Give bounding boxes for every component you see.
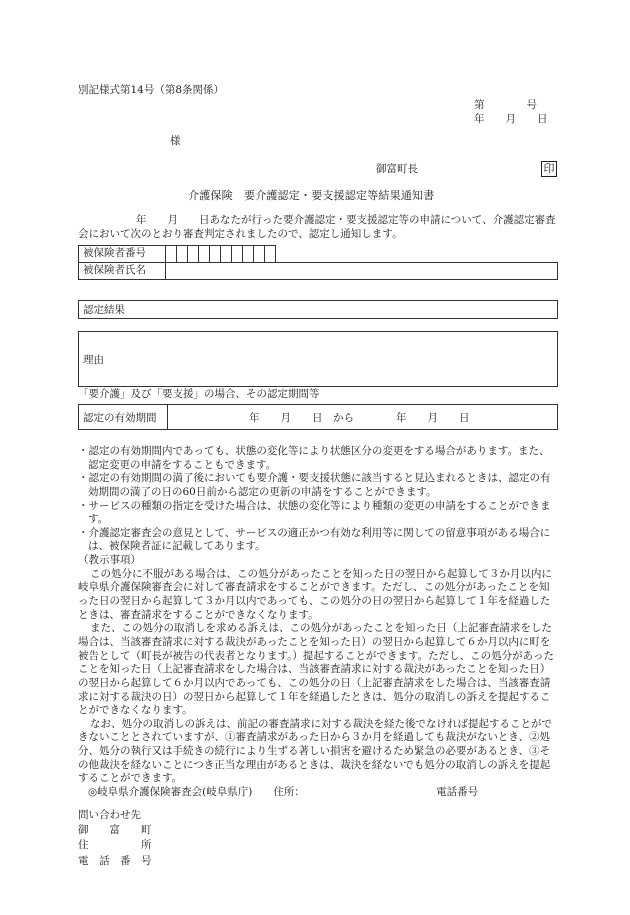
period-label: 認定の有効期間 [83, 412, 157, 424]
digit-box [265, 246, 276, 263]
note-item: ・ 認定の有効期間内であっても、状態の変化等により状態区分の変更をする場合があります。また、認定変更の申請をすることもできます。 [78, 445, 560, 472]
digit-box [243, 246, 254, 263]
digit-box [221, 246, 232, 263]
intro-text: あなたが行った要介護認定・要支援認定等の申請について、介護認定審査会において次のとおり審査判定されましたので、認定し通知します。 [78, 214, 556, 241]
seal-stamp: 印 [541, 161, 557, 177]
notes-list [78, 445, 560, 554]
note-item: ・ 認定の有効期間の満了後においても要介護・要支援状態に該当すると見込まれるときは、認定の有効期間の満了の日の60日前から認定の更新の申請をすることができます。 [78, 472, 560, 499]
digit-box [254, 246, 265, 263]
insured-number-label: 被保険者番号 [79, 246, 166, 263]
period-caption: 「要介護」及び「要支援」の場合、その認定期間等 [78, 388, 320, 400]
digit-box [166, 246, 177, 263]
review-board-contact: ◎岐阜県介護保険審査会(岐阜県庁) 住所： 電話番号 [88, 786, 479, 799]
reason-label: 理由 [83, 354, 104, 366]
result-label: 認定結果 [83, 304, 125, 316]
inquiry-block [78, 808, 152, 869]
digit-box [210, 246, 221, 263]
instruction-paragraph: この処分に不服がある場合は、この処分があったことを知った日の翌日から起算して３か月以内に岐阜県介護保険審査会に対して審査請求をすることができます。ただし、この処分があったことを知った日の翌日から起算して３か月以内であっても、この処分の日の翌日から起算して１年を経過したときは、審査請求をすることができなくなります。 [78, 567, 552, 621]
digit-box [232, 246, 243, 263]
insured-name-label: 被保険者氏名 [79, 263, 166, 280]
period-value: 年 月 日 から 年 月 日 [249, 412, 470, 424]
document-number: 第 号 [474, 99, 537, 111]
instruction-heading: （教示事項） [78, 554, 141, 567]
inquiry-town: 御 富 町 [78, 824, 152, 837]
notes-section [78, 445, 560, 800]
inquiry-address: 住 所 [78, 839, 152, 852]
addressee: 様 [170, 135, 181, 147]
issue-date: 年 月 日 [474, 113, 548, 125]
digit-box [188, 246, 199, 263]
period-divider [167, 405, 168, 429]
blank-area [276, 246, 558, 263]
insured-name-row [79, 263, 558, 280]
reason-field [78, 331, 558, 387]
insured-number-row [79, 246, 558, 263]
form-number: 別記様式第14号（第8条関係） [78, 84, 225, 96]
digit-box [199, 246, 210, 263]
insured-name-value [166, 263, 558, 280]
period-field [78, 404, 558, 430]
digit-box [177, 246, 188, 263]
document-title: 介護保険 要介護認定・要支援認定等結果通知書 [188, 189, 435, 202]
intro-paragraph [78, 213, 562, 241]
intro-date: 年 月 日 [136, 214, 210, 226]
note-item: ・ サービスの種類の指定を受けた場合は、状態の変化等により種類の変更の申請をすることができます。 [78, 500, 560, 527]
sender: 御富町長 [376, 163, 418, 175]
inquiry-heading: 問い合わせ先 [78, 809, 141, 821]
note-item: ・ 介護認定審査会の意見として、サービスの適正かつ有効な利用等に関しての留意事項がある場合には、被保険者証に記載してあります。 [78, 527, 560, 554]
instruction-paragraph: また、この処分の取消しを求める訴えは、この処分があったことを知った日（上記審査請求をした場合は、当該審査請求に対する裁決があったことを知った日）の翌日から起算して６か月以内に町を被告として（町長が被告の代表者となります。）提起することができます。ただし、この処分があったことを知った日（上記審査請求をした場合は、当該審査請求に対する裁決があったことを知った日）の翌日から起算して６か月以内であっても、この処分の日（上記審査請求をした場合は、当該審査請求に対する裁決の日）の翌日から起算して１年を経過したときは、処分の取消しの訴えを提起することができなくなります。 [78, 622, 554, 717]
result-field [78, 300, 558, 319]
insured-table [78, 245, 558, 280]
inquiry-phone: 電 話 番 号 [78, 854, 152, 867]
instruction-paragraph: なお、処分の取消しの訴えは、前記の審査請求に対する裁決を経た後でなければ提起することができないこととされていますが、①審査請求があった日から３か月を経過しても裁決がないとき、②処分、処分の執行又は手続きの続行により生ずる著しい損害を避けるため緊急の必要があるとき、③その他裁決を経ないことにつき正当な理由があるときは、裁決を経ないでも処分の取消しの訴えを提起することができます。 [78, 717, 552, 785]
